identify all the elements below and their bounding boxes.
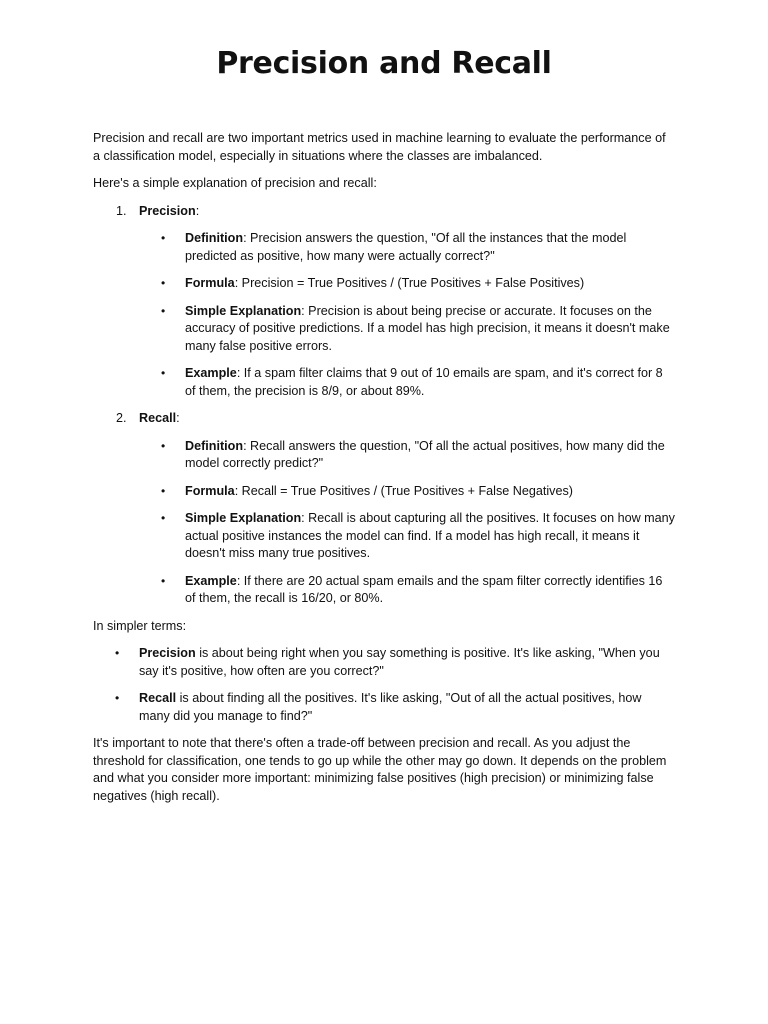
bullet-icon: • bbox=[161, 276, 166, 290]
term-text: is about finding all the positives. It's like asking, "Out of all the actual positives, how many did you manage to find?" bbox=[139, 691, 642, 723]
bullet-icon: • bbox=[161, 231, 166, 245]
section-heading-recall: Recall bbox=[139, 411, 177, 425]
page-title: Precision and Recall bbox=[216, 46, 552, 81]
list-number: 2. bbox=[116, 411, 127, 425]
heading-colon: : bbox=[195, 203, 200, 218]
list-item bbox=[93, 645, 675, 680]
list-item bbox=[139, 303, 675, 356]
term: Definition bbox=[185, 231, 244, 245]
simpler-lead-paragraph: In simpler terms: bbox=[93, 618, 187, 633]
list-item bbox=[139, 365, 675, 400]
intro-paragraph: Precision and recall are two important metrics used in machine learning to evaluate the performance of a classification model, especially in situations where the classes are imbalanced. bbox=[93, 131, 666, 163]
bullet-icon: • bbox=[161, 511, 166, 525]
term-text: : Recall = True Positives / (True Positives + False Negatives) bbox=[234, 483, 573, 498]
term-text: : Precision is about being precise or accurate. It focuses on the accuracy of positive predictions. If a model has high precision, it means it doesn't make many false positive errors. bbox=[185, 303, 670, 353]
recall-details bbox=[139, 438, 675, 608]
term-text: : Precision = True Positives / (True Positives + False Positives) bbox=[234, 276, 585, 290]
term: Recall bbox=[139, 691, 177, 705]
list-number: 1. bbox=[116, 203, 127, 218]
list-item bbox=[139, 573, 675, 608]
list-item bbox=[139, 510, 675, 563]
bullet-icon: • bbox=[161, 303, 166, 318]
term: Simple Explanation bbox=[185, 303, 302, 318]
metrics-list bbox=[93, 203, 675, 608]
term: Formula bbox=[185, 483, 235, 498]
precision-details bbox=[139, 230, 675, 400]
list-item bbox=[139, 438, 675, 473]
term-text: : If there are 20 actual spam emails and the spam filter correctly identifies 16 of them, the recall is 16/20, or 80%. bbox=[185, 573, 663, 605]
bullet-icon: • bbox=[115, 691, 120, 705]
lead-paragraph: Here's a simple explanation of precision and recall: bbox=[93, 176, 377, 190]
list-item-precision bbox=[93, 203, 675, 401]
bullet-icon: • bbox=[161, 483, 166, 498]
term: Precision bbox=[139, 646, 196, 660]
term: Example bbox=[185, 366, 237, 380]
list-item bbox=[139, 275, 675, 293]
term: Definition bbox=[185, 438, 244, 453]
summary-list bbox=[93, 645, 675, 725]
section-heading-precision: Precision bbox=[139, 203, 196, 218]
list-item-recall bbox=[93, 410, 675, 608]
bullet-icon: • bbox=[161, 438, 166, 453]
term-text: : If a spam filter claims that 9 out of 10 emails are spam, and it's correct for 8 of them, the precision is 8/9, or about 89%. bbox=[185, 366, 663, 398]
term-text: : Precision answers the question, "Of all the instances that the model predicted as positive, how many were actually correct?" bbox=[185, 231, 627, 263]
term: Simple Explanation bbox=[185, 511, 302, 525]
list-item bbox=[93, 690, 675, 725]
bullet-icon: • bbox=[161, 366, 166, 380]
list-item bbox=[139, 483, 675, 501]
list-item bbox=[139, 230, 675, 265]
bullet-icon: • bbox=[115, 646, 120, 660]
heading-colon: : bbox=[176, 411, 180, 425]
term: Formula bbox=[185, 276, 235, 290]
term-text: is about being right when you say something is positive. It's like asking, "When you say it's positive, how often are you correct?" bbox=[139, 646, 660, 678]
term-text: : Recall is about capturing all the positives. It focuses on how many actual positive instances the model can find. If a model has high recall, it means it doesn't miss many true positives. bbox=[185, 511, 675, 560]
bullet-icon: • bbox=[161, 573, 166, 588]
term-text: : Recall answers the question, "Of all the actual positives, how many did the model correctly predict?" bbox=[185, 438, 665, 470]
closing-paragraph: It's important to note that there's often a trade-off between precision and recall. As you adjust the threshold for classification, one tends to go up while the other may go down. It depends on the problem and what you consider more important: minimizing false positives (high precision) or minimizing false negatives (high recall). bbox=[93, 736, 667, 803]
term: Example bbox=[185, 573, 237, 588]
